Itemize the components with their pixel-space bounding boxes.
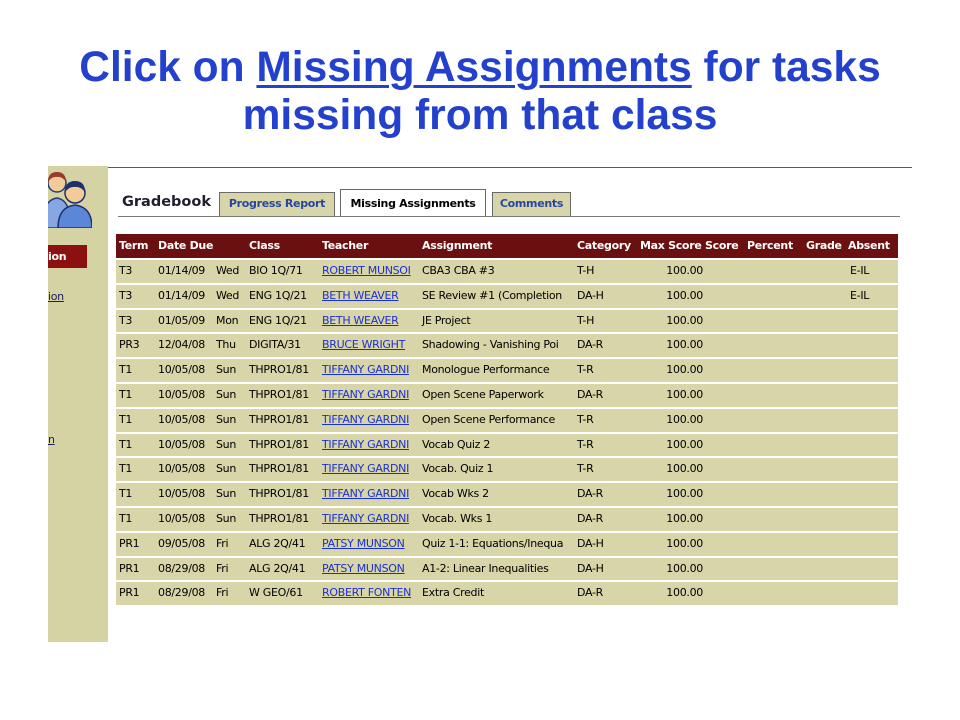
column-header-grade: Grade <box>806 239 842 252</box>
max-score-cell: 100.00 <box>666 288 703 302</box>
table-row <box>116 334 898 357</box>
tab-strip-divider <box>118 216 900 217</box>
absent-cell <box>846 310 898 333</box>
date-due-cell <box>156 384 247 407</box>
score-cell <box>703 434 745 457</box>
category-cell: T-R <box>577 462 594 476</box>
due-weekday: Sun <box>216 412 237 426</box>
column-header-date-due: Date Due <box>158 239 214 252</box>
grade-cell <box>804 458 846 481</box>
grade-cell <box>804 384 846 407</box>
table-row <box>116 359 898 382</box>
grade-cell <box>804 334 846 357</box>
percent-cell <box>745 260 804 283</box>
term-cell: T1 <box>119 387 133 401</box>
max-score-cell: 100.00 <box>666 363 703 377</box>
max-score-cell: 100.00 <box>666 487 703 501</box>
title-line-2: missing from that class <box>242 92 718 139</box>
due-date: 12/04/08 <box>158 338 206 352</box>
column-header-class: Class <box>249 239 280 252</box>
grade-cell <box>804 558 846 581</box>
percent-cell <box>745 285 804 308</box>
teacher-link[interactable]: BRUCE WRIGHT <box>322 338 406 352</box>
class-cell: DIGITA/31 <box>249 338 301 352</box>
due-date: 10/05/08 <box>158 412 206 426</box>
score-cell <box>703 384 745 407</box>
table-row <box>116 310 898 333</box>
tab-comments[interactable]: Comments <box>492 192 571 216</box>
due-date: 08/29/08 <box>158 561 206 575</box>
table-row <box>116 409 898 432</box>
grade-cell <box>804 310 846 333</box>
category-cell: T-H <box>577 264 595 277</box>
class-cell: THPRO1/81 <box>249 487 309 501</box>
due-weekday: Thu <box>216 338 236 352</box>
grade-cell <box>804 483 846 506</box>
missing-assignments-table <box>116 234 898 605</box>
title-text-before: Click on <box>79 44 257 91</box>
category-cell: DA-R <box>577 338 603 352</box>
due-weekday: Fri <box>216 561 229 575</box>
column-header-absent: Absent <box>848 239 890 252</box>
class-cell: THPRO1/81 <box>249 387 309 401</box>
max-score-cell: 100.00 <box>666 412 703 426</box>
sidebar-link-2[interactable]: n <box>48 433 55 446</box>
due-date: 08/29/08 <box>158 586 206 600</box>
assignment-cell: Shadowing - Vanishing Poi <box>422 338 559 352</box>
grade-cell <box>804 409 846 432</box>
score-cell <box>703 260 745 283</box>
percent-cell <box>745 483 804 506</box>
assignment-cell: CBA3 CBA #3 <box>422 264 495 277</box>
term-cell: T3 <box>119 313 133 327</box>
grade-cell <box>804 508 846 531</box>
absent-cell <box>846 409 898 432</box>
date-due-cell <box>156 334 247 357</box>
score-cell <box>703 310 745 333</box>
users-icon <box>48 166 92 228</box>
column-header-category: Category <box>577 239 631 252</box>
due-weekday: Fri <box>216 586 229 600</box>
assignment-cell: Extra Credit <box>422 586 485 600</box>
percent-cell <box>745 359 804 382</box>
top-divider <box>108 167 912 168</box>
assignment-cell: Quiz 1-1: Equations/Inequa <box>422 536 564 550</box>
absent-cell <box>846 359 898 382</box>
teacher-link[interactable]: TIFFANY GARDNI <box>322 437 410 451</box>
column-header-percent: Percent <box>747 239 793 252</box>
due-date: 01/05/09 <box>158 313 206 327</box>
assignment-cell: Open Scene Performance <box>422 412 556 426</box>
assignment-cell: SE Review #1 (Completion <box>422 288 562 302</box>
teacher-link[interactable]: BETH WEAVER <box>322 313 399 327</box>
date-due-cell <box>156 458 247 481</box>
score-cell <box>703 359 745 382</box>
date-due-cell <box>156 285 247 308</box>
grade-cell <box>804 260 846 283</box>
teacher-link[interactable]: PATSY MUNSON <box>322 561 405 575</box>
term-cell: T3 <box>119 264 133 277</box>
date-due-cell <box>156 310 247 333</box>
max-score-cell: 100.00 <box>666 462 703 476</box>
absent-cell <box>846 384 898 407</box>
teacher-link[interactable]: ROBERT FONTEN <box>322 586 412 600</box>
table-row <box>116 434 898 457</box>
category-cell: DA-H <box>577 561 604 575</box>
category-cell: DA-H <box>577 288 604 302</box>
due-weekday: Wed <box>216 288 240 302</box>
tab-missing-assignments[interactable]: Missing Assignments <box>340 189 486 216</box>
column-header-teacher: Teacher <box>322 239 369 252</box>
due-date: 10/05/08 <box>158 487 206 501</box>
score-cell <box>703 458 745 481</box>
table-row <box>116 458 898 481</box>
table-row <box>116 483 898 506</box>
teacher-link[interactable]: TIFFANY GARDNI <box>322 363 410 377</box>
due-weekday: Wed <box>216 264 240 277</box>
percent-cell <box>745 409 804 432</box>
assignment-cell: Open Scene Paperwork <box>422 387 544 401</box>
max-score-cell: 100.00 <box>666 264 703 277</box>
percent-cell <box>745 310 804 333</box>
due-weekday: Sun <box>216 462 237 476</box>
score-cell <box>703 409 745 432</box>
category-cell: DA-R <box>577 586 603 600</box>
table-row <box>116 384 898 407</box>
class-cell: ENG 1Q/21 <box>249 313 307 327</box>
score-cell <box>703 582 745 605</box>
assignment-cell: A1-2: Linear Inequalities <box>422 561 549 575</box>
term-cell: PR1 <box>119 561 140 575</box>
due-weekday: Mon <box>216 313 239 327</box>
term-cell: T1 <box>119 363 133 377</box>
max-score-cell: 100.00 <box>666 536 703 550</box>
class-cell: ALG 2Q/41 <box>249 536 306 550</box>
class-cell: THPRO1/81 <box>249 363 309 377</box>
percent-cell <box>745 533 804 556</box>
teacher-link[interactable]: TIFFANY GARDNI <box>322 487 410 501</box>
class-cell: BIO 1Q/71 <box>249 264 303 277</box>
title-line-1 <box>0 44 960 92</box>
due-weekday: Sun <box>216 387 237 401</box>
gradebook-heading: Gradebook <box>122 194 211 210</box>
tab-progress-report[interactable]: Progress Report <box>219 192 335 216</box>
table-body <box>116 260 898 605</box>
column-header-term: Term <box>119 239 149 252</box>
grade-cell <box>804 285 846 308</box>
teacher-link[interactable]: ROBERT MUNSOI <box>322 264 411 277</box>
percent-cell <box>745 384 804 407</box>
due-date: 10/05/08 <box>158 363 206 377</box>
category-cell: DA-R <box>577 511 603 525</box>
absent-cell: E-IL <box>850 264 870 277</box>
date-due-cell <box>156 533 247 556</box>
sidebar-link-1[interactable]: ion <box>48 290 64 303</box>
grade-cell <box>804 582 846 605</box>
grade-cell <box>804 533 846 556</box>
date-due-cell <box>156 558 247 581</box>
score-cell <box>703 533 745 556</box>
due-date: 10/05/08 <box>158 437 206 451</box>
table-header-row <box>116 234 898 258</box>
score-cell <box>703 483 745 506</box>
due-date: 10/05/08 <box>158 462 206 476</box>
category-cell: DA-R <box>577 487 603 501</box>
date-due-cell <box>156 409 247 432</box>
due-weekday: Fri <box>216 536 229 550</box>
term-cell: T3 <box>119 288 133 302</box>
term-cell: T1 <box>119 511 133 525</box>
assignment-cell: Vocab. Wks 1 <box>422 511 493 525</box>
max-score-cell: 100.00 <box>666 586 703 600</box>
assignment-cell: JE Project <box>422 313 471 327</box>
date-due-cell <box>156 483 247 506</box>
date-due-cell <box>156 582 247 605</box>
class-cell: THPRO1/81 <box>249 511 309 525</box>
absent-cell <box>846 434 898 457</box>
due-date: 10/05/08 <box>158 511 206 525</box>
title-link-missing-assignments: Missing Assignments <box>256 44 692 91</box>
max-score-cell: 100.00 <box>666 387 703 401</box>
category-cell: T-R <box>577 363 594 377</box>
absent-cell <box>846 582 898 605</box>
due-weekday: Sun <box>216 511 237 525</box>
class-cell: ENG 1Q/21 <box>249 288 307 302</box>
grade-cell <box>804 359 846 382</box>
due-date: 10/05/08 <box>158 387 206 401</box>
class-cell: THPRO1/81 <box>249 462 309 476</box>
score-cell <box>703 508 745 531</box>
term-cell: T1 <box>119 487 133 501</box>
column-header-max-score: Max Score <box>640 239 702 252</box>
absent-cell <box>846 508 898 531</box>
absent-cell <box>846 533 898 556</box>
percent-cell <box>745 558 804 581</box>
teacher-link[interactable]: BETH WEAVER <box>322 288 399 302</box>
due-weekday: Sun <box>216 487 237 501</box>
due-weekday: Sun <box>216 363 237 377</box>
max-score-cell: 100.00 <box>666 313 703 327</box>
assignment-cell: Vocab. Quiz 1 <box>422 462 494 476</box>
due-weekday: Sun <box>216 437 237 451</box>
sidebar-active-item[interactable]: ion <box>48 245 87 268</box>
table-row <box>116 260 898 283</box>
category-cell: DA-H <box>577 536 604 550</box>
term-cell: T1 <box>119 412 133 426</box>
max-score-cell: 100.00 <box>666 338 703 352</box>
class-cell: W GEO/61 <box>249 586 303 600</box>
due-date: 01/14/09 <box>158 288 206 302</box>
date-due-cell <box>156 359 247 382</box>
column-header-score: Score <box>705 239 739 252</box>
teacher-link[interactable]: TIFFANY GARDNI <box>322 387 410 401</box>
title-text-after: for tasks <box>691 44 881 91</box>
absent-cell <box>846 558 898 581</box>
score-cell <box>703 334 745 357</box>
category-cell: T-R <box>577 412 594 426</box>
slide-title <box>0 44 960 140</box>
absent-cell: E-IL <box>850 288 870 302</box>
sidebar <box>48 166 108 642</box>
assignment-cell: Vocab Wks 2 <box>422 487 489 501</box>
term-cell: T1 <box>119 437 133 451</box>
grade-cell <box>804 434 846 457</box>
max-score-cell: 100.00 <box>666 437 703 451</box>
max-score-cell: 100.00 <box>666 561 703 575</box>
table-row <box>116 533 898 556</box>
score-cell <box>703 285 745 308</box>
teacher-link[interactable]: TIFFANY GARDNI <box>322 462 410 476</box>
assignment-cell: Monologue Performance <box>422 363 550 377</box>
term-cell: PR1 <box>119 536 140 550</box>
date-due-cell <box>156 434 247 457</box>
column-header-assignment: Assignment <box>422 239 493 252</box>
date-due-cell <box>156 508 247 531</box>
due-date: 09/05/08 <box>158 536 206 550</box>
category-cell: T-R <box>577 437 594 451</box>
absent-cell <box>846 334 898 357</box>
percent-cell <box>745 582 804 605</box>
teacher-link[interactable]: TIFFANY GARDNI <box>322 511 410 525</box>
table-row <box>116 285 898 308</box>
table-row <box>116 558 898 581</box>
score-cell <box>703 558 745 581</box>
percent-cell <box>745 334 804 357</box>
percent-cell <box>745 434 804 457</box>
assignment-cell: Vocab Quiz 2 <box>422 437 491 451</box>
table-row <box>116 508 898 531</box>
percent-cell <box>745 458 804 481</box>
absent-cell <box>846 483 898 506</box>
teacher-link[interactable]: TIFFANY GARDNI <box>322 412 410 426</box>
max-score-cell: 100.00 <box>666 511 703 525</box>
date-due-cell <box>156 260 247 283</box>
due-date: 01/14/09 <box>158 264 206 277</box>
absent-cell <box>846 458 898 481</box>
class-cell: ALG 2Q/41 <box>249 561 306 575</box>
teacher-link[interactable]: PATSY MUNSON <box>322 536 405 550</box>
percent-cell <box>745 508 804 531</box>
term-cell: PR1 <box>119 586 140 600</box>
category-cell: DA-R <box>577 387 603 401</box>
term-cell: T1 <box>119 462 133 476</box>
class-cell: THPRO1/81 <box>249 412 309 426</box>
term-cell: PR3 <box>119 338 140 352</box>
class-cell: THPRO1/81 <box>249 437 309 451</box>
category-cell: T-H <box>577 313 595 327</box>
table-row <box>116 582 898 605</box>
